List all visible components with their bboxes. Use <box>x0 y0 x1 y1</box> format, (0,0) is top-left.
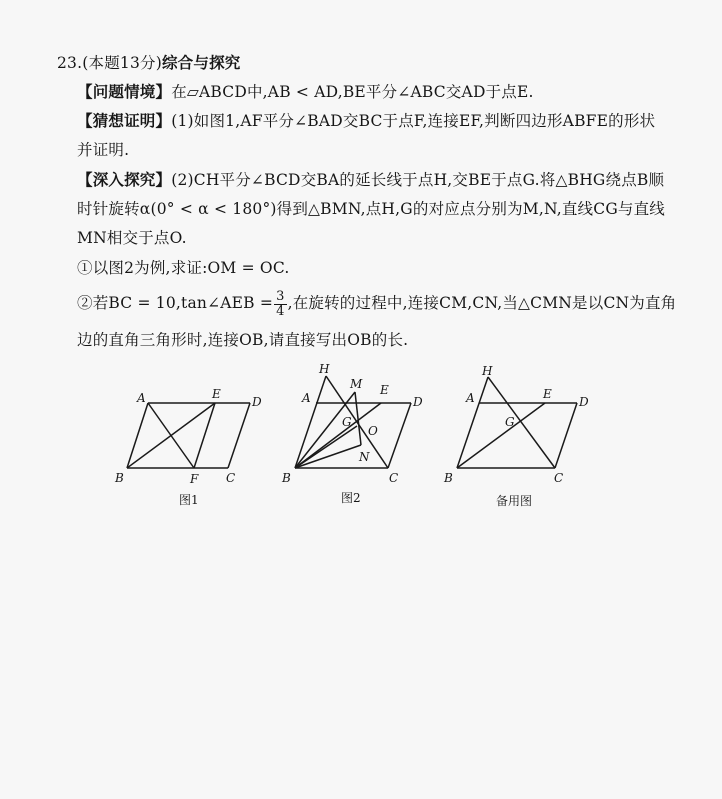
fig2-segment-bo <box>295 426 357 468</box>
explore-text-1: (2)CH平分∠BCD交BA的延长线于点H,交BE于点G.将△BHG绕点B顺 <box>171 171 665 189</box>
fraction-denominator: 4 <box>276 303 285 319</box>
fig3-label-g: G <box>505 415 515 429</box>
fig3-caption: 备用图 <box>496 494 533 508</box>
fig2-label-b: B <box>282 471 291 485</box>
fig2-caption: 图2 <box>341 491 361 505</box>
guess-text: (1)如图1,AF平分∠BAD交BC于点F,连接EF,判断四边形ABFE的形状 <box>171 112 656 130</box>
fig1-segment-ef <box>194 403 215 468</box>
figure-1 <box>114 387 262 486</box>
fig1-label-d: D <box>252 395 262 409</box>
explore-line-3: MN相交于点O. <box>77 229 187 247</box>
question-title: 综合与探究 <box>161 53 241 72</box>
fig3-label-e: E <box>543 387 552 401</box>
guess-tag: 【猜想证明】 <box>77 111 172 130</box>
fig2-label-g: G <box>342 415 352 429</box>
fig1-segment-dc <box>228 403 250 468</box>
part-1: ①以图2为例,求证:OM = OC. <box>77 259 290 277</box>
fig1-label-c: C <box>226 471 236 485</box>
fig2-label-o: O <box>368 424 378 438</box>
fig2-segment-bh <box>295 376 326 468</box>
fig2-label-m: M <box>350 377 363 391</box>
guess-line-2: 并证明. <box>77 141 130 159</box>
scenario-tag: 【问题情境】 <box>77 82 172 101</box>
fig3-label-d: D <box>579 395 589 409</box>
explore-line-2: 时针旋转α(0° < α < 180°)得到△BMN,点H,G的对应点分别为M,N,直线CG与直线 <box>77 200 666 218</box>
question-score: (本题13分) <box>82 54 162 72</box>
fig1-caption: 图1 <box>179 493 199 507</box>
explore-tag: 【深入探究】 <box>77 170 172 189</box>
fig3-label-h: H <box>482 364 493 378</box>
fig2-label-c: C <box>389 471 399 485</box>
fig3-label-c: C <box>554 471 564 485</box>
fig1-segment-af <box>148 403 194 468</box>
fig1-label-f: F <box>190 472 199 486</box>
figure-2 <box>281 362 423 485</box>
part-2-pre: ②若BC = 10,tan∠AEB = <box>77 294 274 312</box>
fig2-label-d: D <box>413 395 423 409</box>
fig2-label-h: H <box>319 362 330 376</box>
part-2-post: ,在旋转的过程中,连接CM,CN,当△CMN是以CN为直角 <box>287 294 677 312</box>
fig3-segment-dc <box>555 403 577 468</box>
fig2-label-n: N <box>359 450 370 464</box>
question-number: 23. <box>57 54 83 72</box>
fig1-label-a: A <box>137 391 146 405</box>
fig3-label-a: A <box>466 391 475 405</box>
fig1-segment-ba <box>127 403 148 468</box>
figure-backup <box>443 364 589 485</box>
fig3-label-b: B <box>444 471 453 485</box>
fig2-label-a: A <box>302 391 311 405</box>
scenario-text: 在▱ABCD中,AB < AD,BE平分∠ABC交AD于点E. <box>171 83 534 101</box>
fig2-label-e: E <box>380 383 389 397</box>
fig1-label-e: E <box>212 387 221 401</box>
fig1-label-b: B <box>115 471 124 485</box>
fig2-segment-dc <box>388 403 411 468</box>
part-2-line-2: 边的直角三角形时,连接OB,请直接写出OB的长. <box>77 331 409 349</box>
fraction-numerator: 3 <box>276 288 285 304</box>
